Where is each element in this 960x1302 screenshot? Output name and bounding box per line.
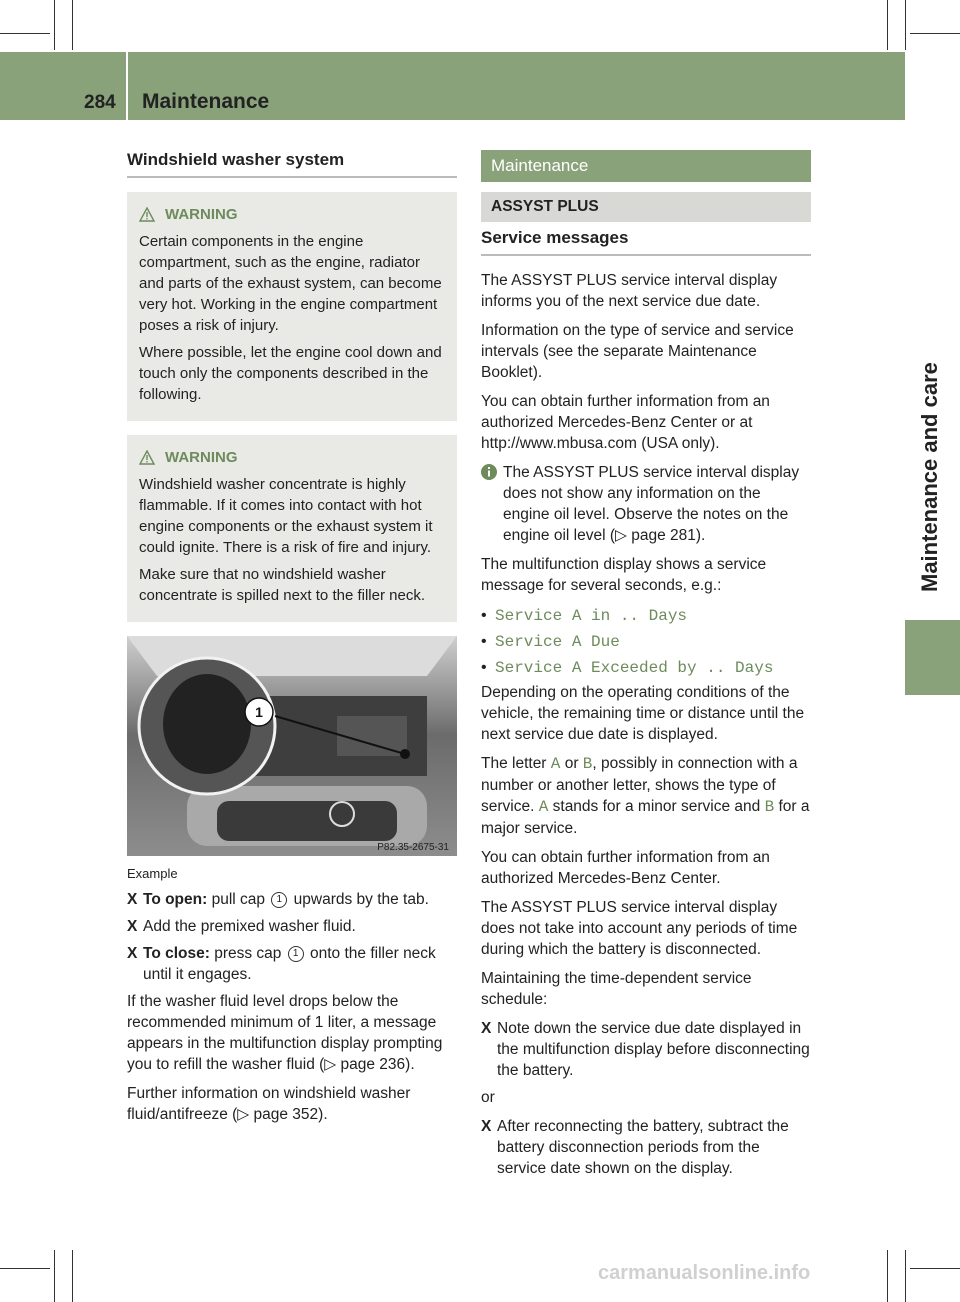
section-heading: Windshield washer system (127, 150, 457, 178)
step-marker-icon: X (127, 891, 138, 908)
letter-a: A (550, 755, 561, 773)
paragraph: Further information on windshield washer fluid/antifreeze (▷ page 352). (127, 1085, 411, 1123)
crop-mark (0, 1268, 50, 1269)
photo-callout: 1 (255, 704, 263, 720)
step-marker-icon: X (481, 1020, 492, 1037)
step-marker-icon: X (127, 918, 138, 935)
crop-mark (905, 1250, 906, 1302)
warning-icon (139, 207, 155, 222)
display-message: Service A Exceeded by .. Days (495, 659, 774, 677)
crop-mark (910, 33, 960, 34)
paragraph: You can obtain further information from an authorized Mercedes-Benz Center or at http://www.mbusa.com (USA only). (481, 393, 770, 452)
paragraph: Information on the type of service and service intervals (see the separate Maintenance Booklet). (481, 322, 794, 381)
photo-code: P82.35-2675-31 (377, 842, 449, 853)
section-banner: Maintenance (481, 150, 811, 182)
warning-label: WARNING (165, 449, 238, 466)
step-marker-icon: X (127, 945, 138, 962)
letter-b: B (582, 755, 593, 773)
crop-mark (72, 1250, 73, 1302)
engine-photo (127, 636, 457, 856)
warning-label: WARNING (165, 206, 238, 223)
paragraph: Depending on the operating conditions of the vehicle, the remaining time or distance until the next service due date is displayed. (481, 684, 805, 743)
subsection-banner: ASSYST PLUS (481, 192, 811, 222)
step (481, 1018, 811, 1081)
warning-box (127, 192, 457, 421)
warning-text: Where possible, let the engine cool down and touch only the components described in the following. (139, 344, 442, 403)
warning-title (139, 447, 447, 468)
watermark: carmanualsonline.info (598, 1262, 811, 1284)
warning-icon (139, 450, 155, 465)
page-title: Maintenance (142, 90, 270, 113)
display-message: Service A in .. Days (495, 607, 688, 625)
photo-caption: Example (127, 866, 178, 881)
list-item: • Service A Exceeded by .. Days (481, 656, 811, 680)
crop-mark (54, 0, 55, 50)
page-number: 284 (84, 92, 116, 113)
display-message: Service A Due (495, 633, 620, 651)
step-text: Add the premixed washer fluid. (143, 918, 356, 935)
side-tab-label: Maintenance and care (917, 362, 942, 592)
warning-title (139, 204, 447, 225)
paragraph: The ASSYST PLUS service interval display informs you of the next service due date. (481, 272, 778, 310)
warning-text: Make sure that no windshield washer concentrate is spilled next to the filler neck. (139, 566, 425, 604)
crop-mark (54, 1250, 55, 1302)
warning-text: Certain components in the engine compartment, such as the engine, radiator and parts of the exhaust system, can become very hot. Working in the engine compartment poses a risk of injury. (139, 233, 442, 334)
step-text: Note down the service due date displayed in the multifunction display before disconnecting the battery. (497, 1020, 810, 1079)
paragraph: You can obtain further information from an authorized Mercedes-Benz Center. (481, 849, 770, 887)
list-item: • Service A Due (481, 630, 811, 654)
crop-mark (887, 0, 888, 50)
paragraph: or (481, 1089, 495, 1106)
step-text: To close: press cap 1 onto the filler neck until it engages. (143, 945, 436, 983)
left-column (127, 150, 457, 1133)
list-item: • Service A in .. Days (481, 604, 811, 628)
info-note (481, 462, 811, 546)
paragraph: If the washer fluid level drops below the recommended minimum of 1 liter, a message appears in the multifunction display prompting you to refill the washer fluid (▷ page 236). (127, 993, 443, 1073)
step (481, 1116, 811, 1179)
callout-1-icon: 1 (271, 892, 287, 908)
step (127, 889, 457, 910)
step-marker-icon: X (481, 1118, 492, 1135)
crop-mark (72, 0, 73, 50)
warning-box (127, 435, 457, 622)
crop-mark (905, 0, 906, 50)
step-text: After reconnecting the battery, subtract the battery disconnection periods from the service date shown on the display. (497, 1118, 789, 1177)
paragraph: Maintaining the time-dependent service schedule: (481, 970, 752, 1008)
side-tab (905, 52, 960, 1098)
right-column (481, 150, 811, 1185)
step (127, 916, 457, 937)
callout-1-icon: 1 (288, 946, 304, 962)
letter-a: A (538, 798, 549, 816)
crop-mark (910, 1268, 960, 1269)
paragraph: The letter A or B, possibly in connection with a number or another letter, shows the type of service. A stands for a minor service and B for a major service. (481, 755, 810, 837)
paragraph: The multifunction display shows a service message for several seconds, e.g.: (481, 556, 767, 594)
letter-b: B (764, 798, 775, 816)
paragraph: The ASSYST PLUS service interval display does not take into account any periods of time during which the battery is disconnected. (481, 899, 798, 958)
step (127, 943, 457, 985)
header-separator (126, 52, 128, 120)
info-icon (481, 462, 503, 546)
section-heading: Service messages (481, 228, 811, 256)
step-text: To open: pull cap 1 upwards by the tab. (143, 891, 429, 908)
header-bar (0, 52, 905, 120)
chapter-marker (905, 620, 960, 695)
crop-mark (887, 1250, 888, 1302)
info-text: The ASSYST PLUS service interval display does not show any information on the engine oil level. Observe the notes on the engine oil level (▷ page 281). (503, 464, 800, 544)
warning-text: Windshield washer concentrate is highly flammable. If it comes into contact with hot engine components or the exhaust system it could ignite. There is a risk of fire and injury. (139, 476, 433, 556)
crop-mark (0, 33, 50, 34)
